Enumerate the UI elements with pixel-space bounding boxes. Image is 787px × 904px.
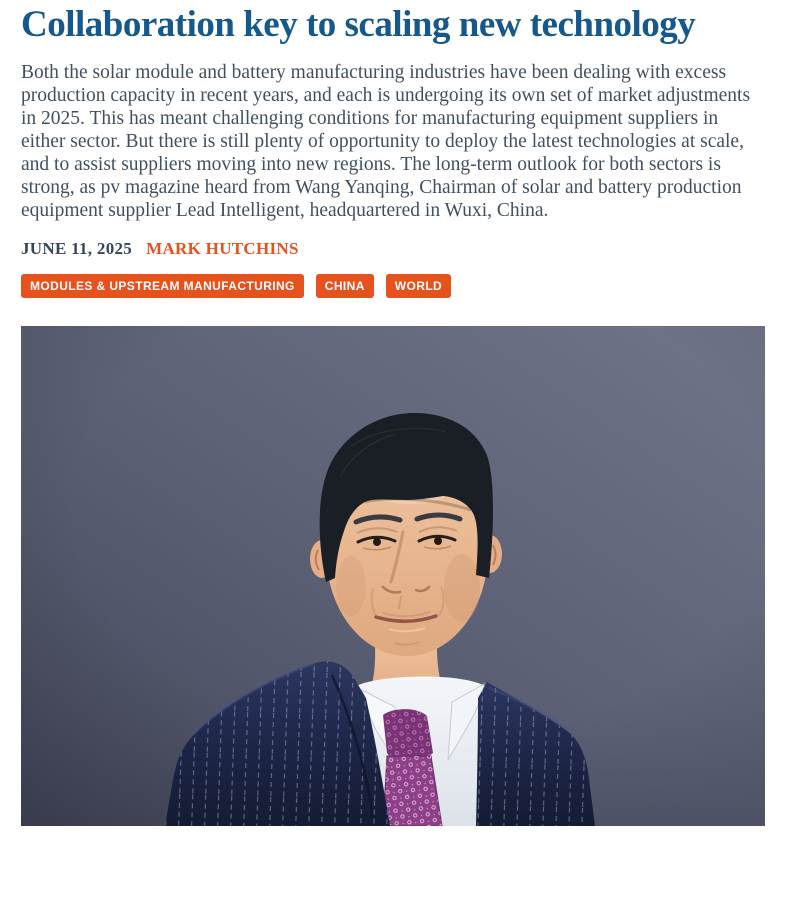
- article-meta: [21, 239, 765, 259]
- article-author-link[interactable]: MARK HUTCHINS: [146, 239, 299, 258]
- article-image: [21, 326, 765, 826]
- portrait-photo: [21, 326, 765, 826]
- tag-world[interactable]: WORLD: [386, 274, 451, 298]
- article: [0, 4, 787, 826]
- tag-china[interactable]: CHINA: [316, 274, 374, 298]
- article-lead-paragraph: Both the solar module and battery manufacturing industries have been dealing with excess production capacity in recent years, and each is undergoing its own set of market adjustments in 2025. This has meant challenging conditions for manufacturing equipment suppliers in either sector. But there is still plenty of opportunity to deploy the latest technologies at scale, and to assist suppliers moving into new regions. The long-term outlook for both sectors is strong, as pv magazine heard from Wang Yanqing, Chairman of solar and battery production equipment supplier Lead Intelligent, headquartered in Wuxi, China.: [21, 62, 751, 221]
- tag-modules-upstream-manufacturing[interactable]: MODULES & UPSTREAM MANUFACTURING: [21, 274, 304, 298]
- article-tags: [21, 274, 765, 298]
- article-date: JUNE 11, 2025: [21, 239, 133, 258]
- article-title: Collaboration key to scaling new technology: [21, 4, 696, 45]
